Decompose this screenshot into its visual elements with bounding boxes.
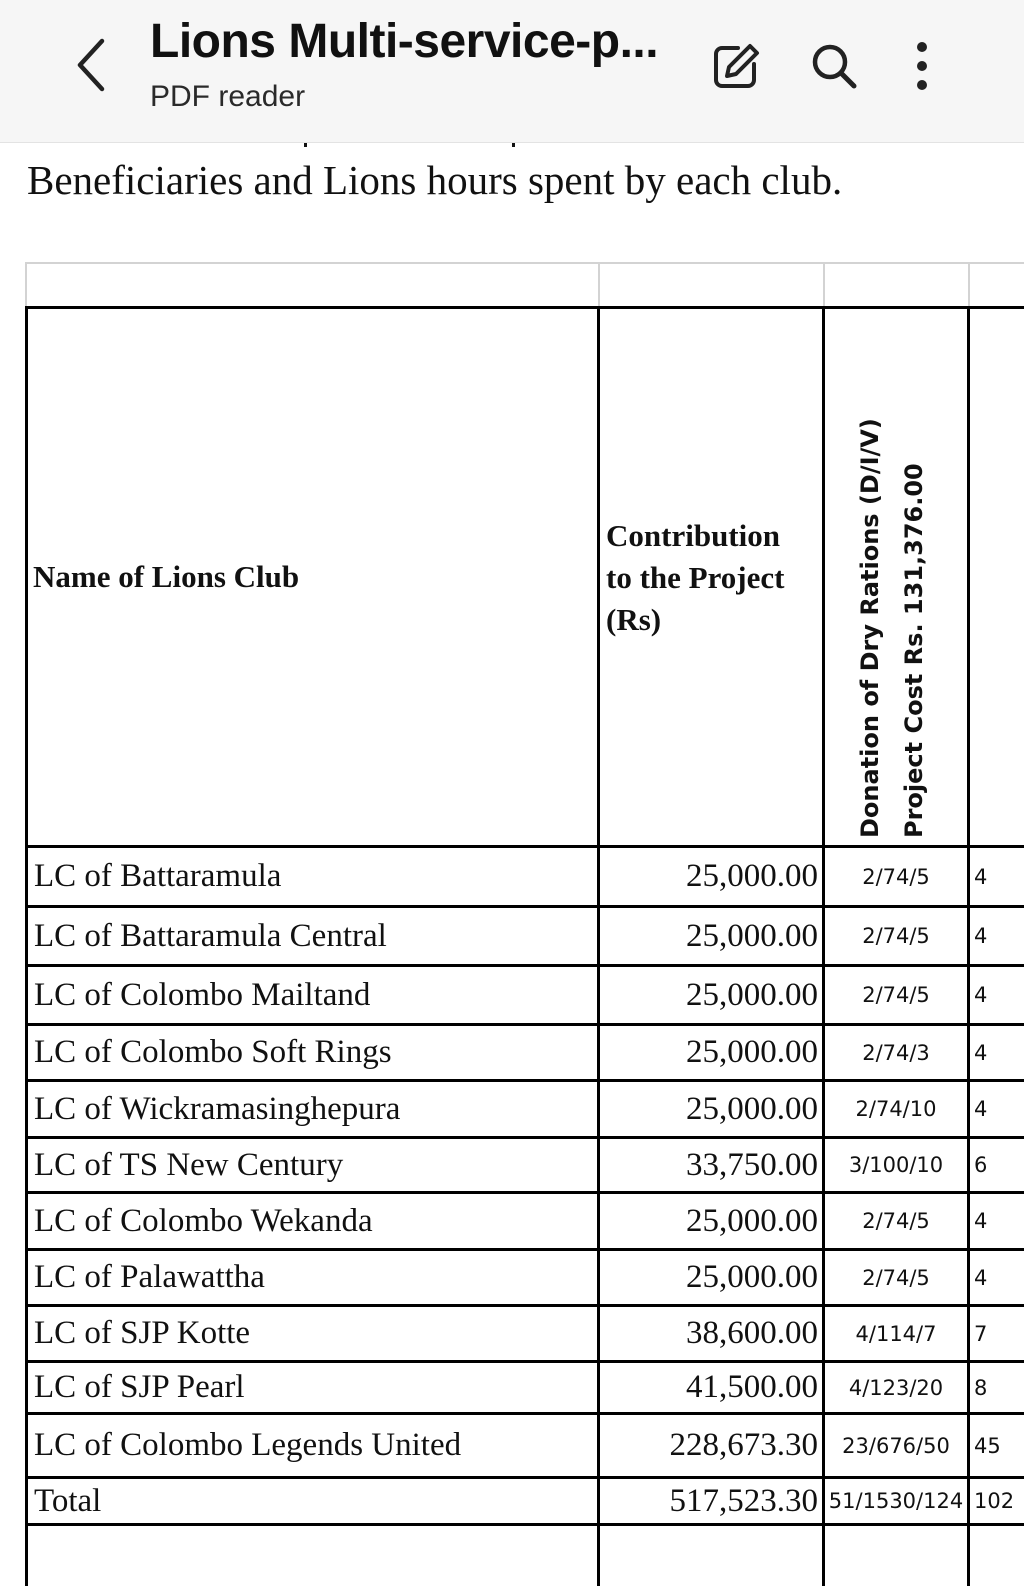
contribution-cell: 25,000.00: [686, 858, 818, 894]
next-column-cell: 45: [974, 1433, 1001, 1458]
table-grid-line: [967, 306, 970, 1586]
more-vertical-icon: [892, 36, 952, 96]
back-chevron-icon: [70, 35, 110, 95]
contribution-cell: 25,000.00: [686, 1090, 818, 1127]
club-name-cell: LC of Colombo Mailtand: [34, 976, 371, 1013]
club-name-cell: LC of Battaramula Central: [34, 917, 387, 954]
table-grid-line: [25, 306, 28, 1586]
table-grid-line: [25, 1412, 1024, 1415]
contribution-cell: 33,750.00: [686, 1146, 818, 1183]
contribution-cell: 25,000.00: [686, 1259, 818, 1295]
column-header-contribution-line: to the Project: [606, 560, 785, 595]
more-options-button[interactable]: [892, 36, 952, 96]
table-frame-line: [823, 262, 825, 308]
table-grid-line: [25, 845, 1024, 848]
next-column-cell: 7: [974, 1321, 988, 1346]
next-column-cell: 4: [974, 1209, 988, 1233]
table-grid-line: [25, 1248, 1024, 1251]
table-frame-line: [25, 262, 1024, 264]
contribution-cell: 41,500.00: [686, 1369, 818, 1405]
app-subtitle: PDF reader: [150, 80, 306, 113]
contribution-cell: 25,000.00: [686, 917, 818, 954]
club-name-cell: Total: [34, 1482, 102, 1519]
table-grid-line: [25, 306, 1024, 309]
pdf-page[interactable]: [0, 142, 1024, 1586]
column-header-contribution: [606, 515, 820, 641]
club-name-cell: LC of Wickramasinghepura: [34, 1090, 401, 1127]
next-column-cell: 102: [974, 1489, 1015, 1513]
edit-button[interactable]: [706, 36, 766, 96]
app-header: [0, 0, 1024, 143]
next-column-cell: 4: [974, 864, 988, 889]
table-grid-line: [25, 1523, 1024, 1526]
column-header-contribution-line: (Rs): [606, 602, 662, 637]
contribution-cell: 25,000.00: [686, 976, 818, 1013]
table-frame-line: [968, 262, 970, 308]
donation-cell: 3/100/10: [848, 1153, 944, 1177]
donation-cell: 2/74/5: [862, 1209, 930, 1233]
column-header-donation-line1: Donation of Dry Rations (D/I/V): [856, 418, 884, 838]
club-name-cell: LC of SJP Pearl: [34, 1369, 245, 1405]
club-name-cell: LC of Colombo Legends United: [34, 1427, 462, 1463]
next-column-cell: 4: [974, 1040, 988, 1065]
donation-cell: 2/74/3: [862, 1040, 930, 1065]
table-grid-line: [25, 1079, 1024, 1082]
donation-cell: 2/74/5: [862, 924, 930, 948]
next-column-cell: 4: [974, 924, 988, 948]
donation-cell: 4/114/7: [855, 1321, 937, 1346]
contribution-cell: 517,523.30: [669, 1482, 818, 1519]
next-column-cell: 8: [974, 1375, 988, 1400]
next-column-cell: 4: [974, 1265, 988, 1290]
club-name-cell: LC of Colombo Soft Rings: [34, 1034, 392, 1070]
search-button[interactable]: [804, 36, 864, 96]
donation-cell: 2/74/10: [855, 1097, 937, 1121]
edit-pencil-icon: [710, 40, 762, 92]
back-button[interactable]: [62, 34, 118, 96]
column-header-donation-line2: Project Cost Rs. 131,376.00: [900, 463, 928, 838]
table-frame-line: [25, 262, 27, 308]
contribution-cell: 25,000.00: [686, 1202, 818, 1239]
intro-text: Beneficiaries and Lions hours spent by each club.: [27, 157, 843, 203]
table-grid-line: [25, 1304, 1024, 1307]
table-grid-line: [25, 1191, 1024, 1194]
table-frame-line: [598, 262, 600, 308]
column-header-club-name: Name of Lions Club: [33, 559, 300, 594]
table-grid-line: [822, 306, 825, 1586]
club-name-cell: LC of Colombo Wekanda: [34, 1202, 373, 1239]
donation-cell: 4/123/20: [848, 1375, 944, 1400]
document-title: Lions Multi-service-p...: [150, 15, 659, 68]
club-name-cell: LC of Palawattha: [34, 1259, 265, 1295]
next-column-cell: 4: [974, 1097, 988, 1121]
table-grid-line: [25, 964, 1024, 967]
next-column-cell: 6: [974, 1153, 988, 1177]
donation-cell: 2/74/5: [862, 864, 930, 889]
table-grid-line: [25, 1360, 1024, 1363]
table-grid-line: [597, 306, 600, 1586]
previous-line-cutoff: [0, 142, 1024, 150]
donation-cell: 51/1530/124: [828, 1489, 964, 1513]
donation-cell: 2/74/5: [862, 983, 930, 1007]
contribution-cell: 228,673.30: [669, 1427, 818, 1463]
club-name-cell: LC of TS New Century: [34, 1146, 344, 1183]
table-grid-line: [25, 905, 1024, 908]
contribution-cell: 38,600.00: [686, 1315, 818, 1351]
table-grid-line: [25, 1136, 1024, 1139]
next-column-cell: 4: [974, 983, 988, 1007]
contribution-cell: 25,000.00: [686, 1034, 818, 1070]
table-grid-line: [25, 1023, 1024, 1026]
donation-cell: 2/74/5: [862, 1265, 930, 1290]
column-header-contribution-line: Contribution: [606, 518, 780, 553]
search-icon: [808, 40, 860, 92]
club-name-cell: LC of Battaramula: [34, 858, 282, 894]
donation-cell: 23/676/50: [842, 1433, 950, 1458]
club-name-cell: LC of SJP Kotte: [34, 1315, 251, 1351]
table-grid-line: [25, 1476, 1024, 1479]
